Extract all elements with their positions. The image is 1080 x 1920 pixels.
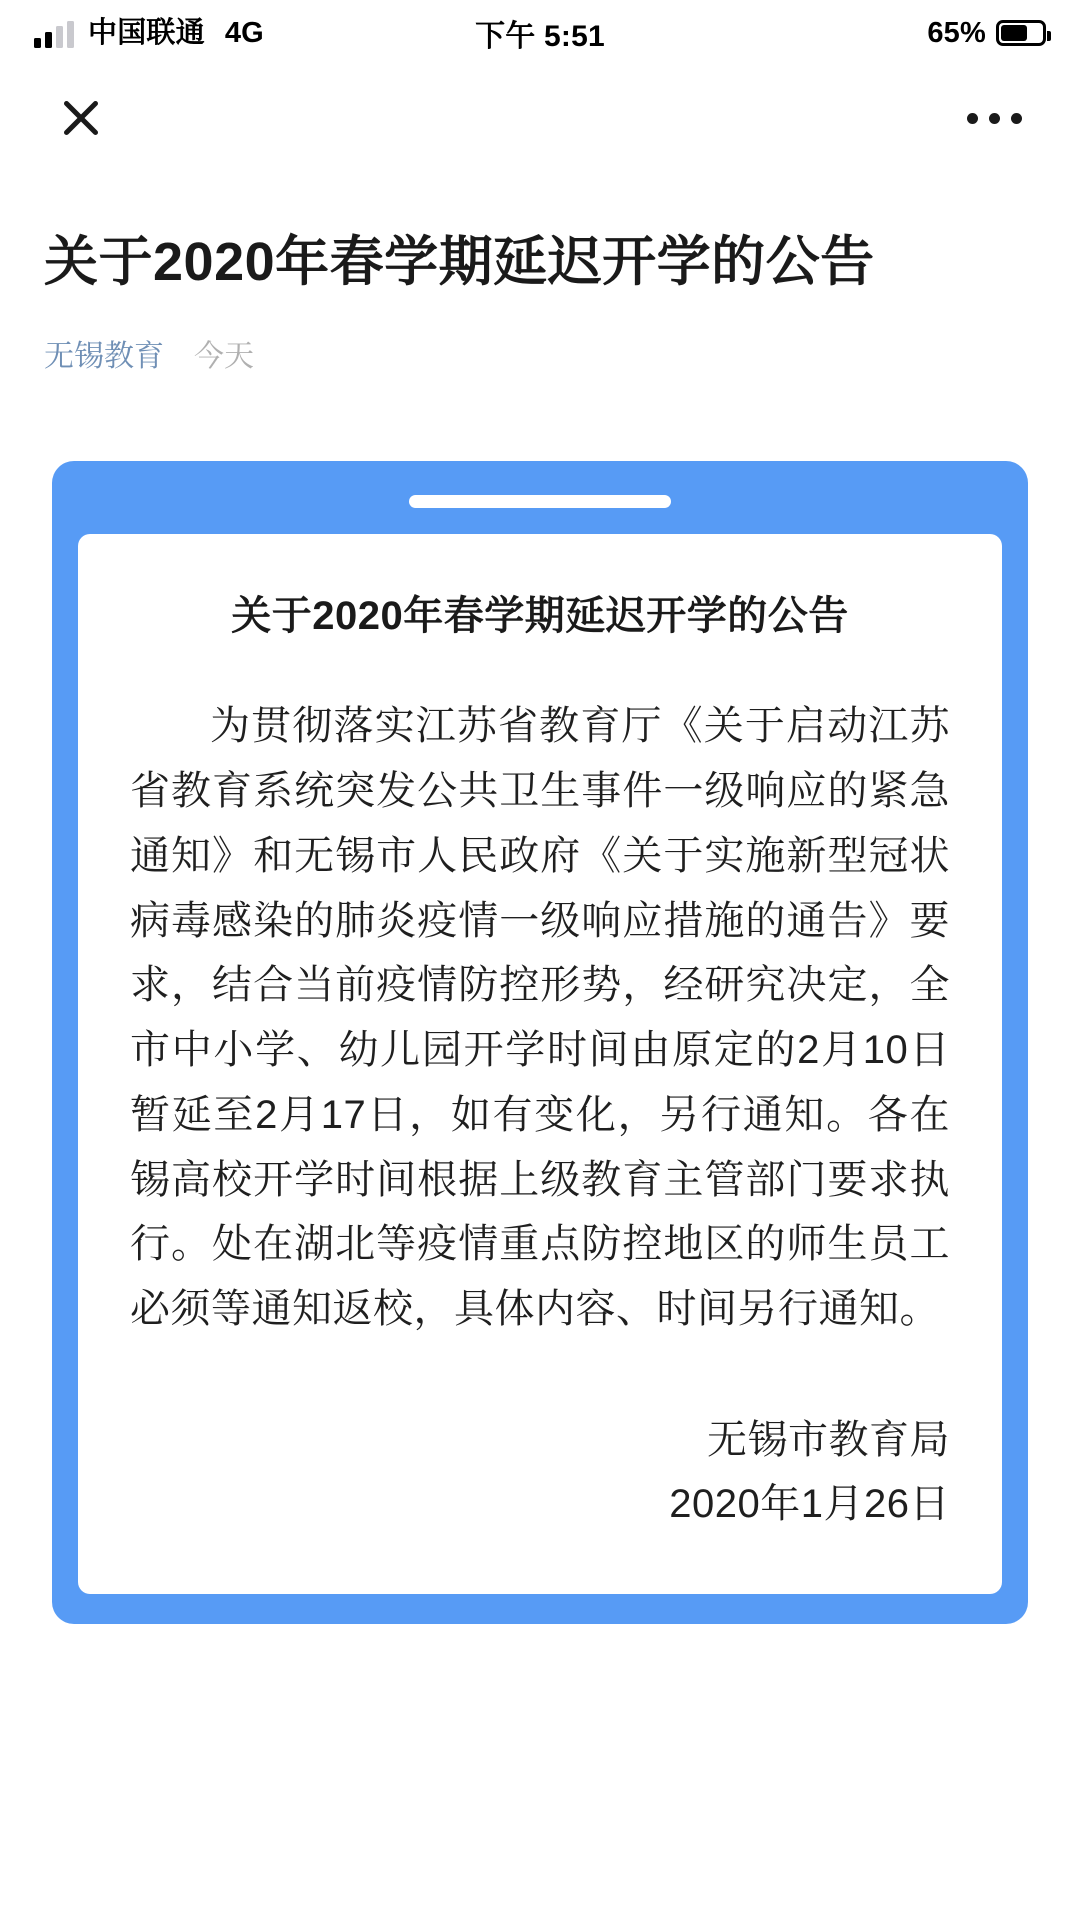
status-bar-right xyxy=(605,17,1046,50)
card-handle-bar xyxy=(409,495,671,508)
document-signature xyxy=(130,1408,950,1536)
battery-percent-label: 65% xyxy=(927,16,986,49)
document-sheet xyxy=(78,534,1002,1594)
status-bar-left xyxy=(34,18,475,48)
article-header xyxy=(0,170,1080,375)
document-card-container xyxy=(0,375,1080,1624)
more-options-icon[interactable] xyxy=(967,113,1022,124)
close-icon[interactable] xyxy=(58,95,104,141)
signature-organization: 无锡市教育局 xyxy=(707,1418,950,1463)
article-meta xyxy=(44,331,1036,375)
page-title: 关于2020年春学期延迟开学的公告 xyxy=(44,232,875,292)
document-body-text: 为贯彻落实江苏省教育厅《关于启动江苏省教育系统突发公共卫生事件一级响应的紧急通知》和无锡市人民政府《关于实施新型冠状病毒感染的肺炎疫情一级响应措施的通告》要求，结合当前疫情防控形势，经研究决定，全市中小学、幼儿园开学时间由原定的2月10日暂延至2月17日，如有变化，另行通知。各在锡高校开学时间根据上级教育主管部门要求执行。处在湖北等疫情重点防控地区的师生员工必须等通知返校，具体内容、时间另行通知。 xyxy=(130,704,950,1332)
battery-icon xyxy=(996,20,1046,46)
signature-date: 2020年1月26日 xyxy=(669,1482,950,1527)
signal-strength-icon xyxy=(34,22,74,48)
carrier-label: 中国联通 xyxy=(88,17,205,49)
network-type-label: 4G xyxy=(224,17,264,49)
status-bar-clock: 下午 5:51 xyxy=(475,20,605,53)
navigation-bar xyxy=(0,66,1080,170)
publish-date-label: 今天 xyxy=(194,340,254,374)
document-title: 关于2020年春学期延迟开学的公告 xyxy=(231,594,849,639)
account-name-link[interactable]: 无锡教育 xyxy=(44,340,164,374)
status-bar xyxy=(0,0,1080,66)
document-card xyxy=(52,461,1028,1624)
